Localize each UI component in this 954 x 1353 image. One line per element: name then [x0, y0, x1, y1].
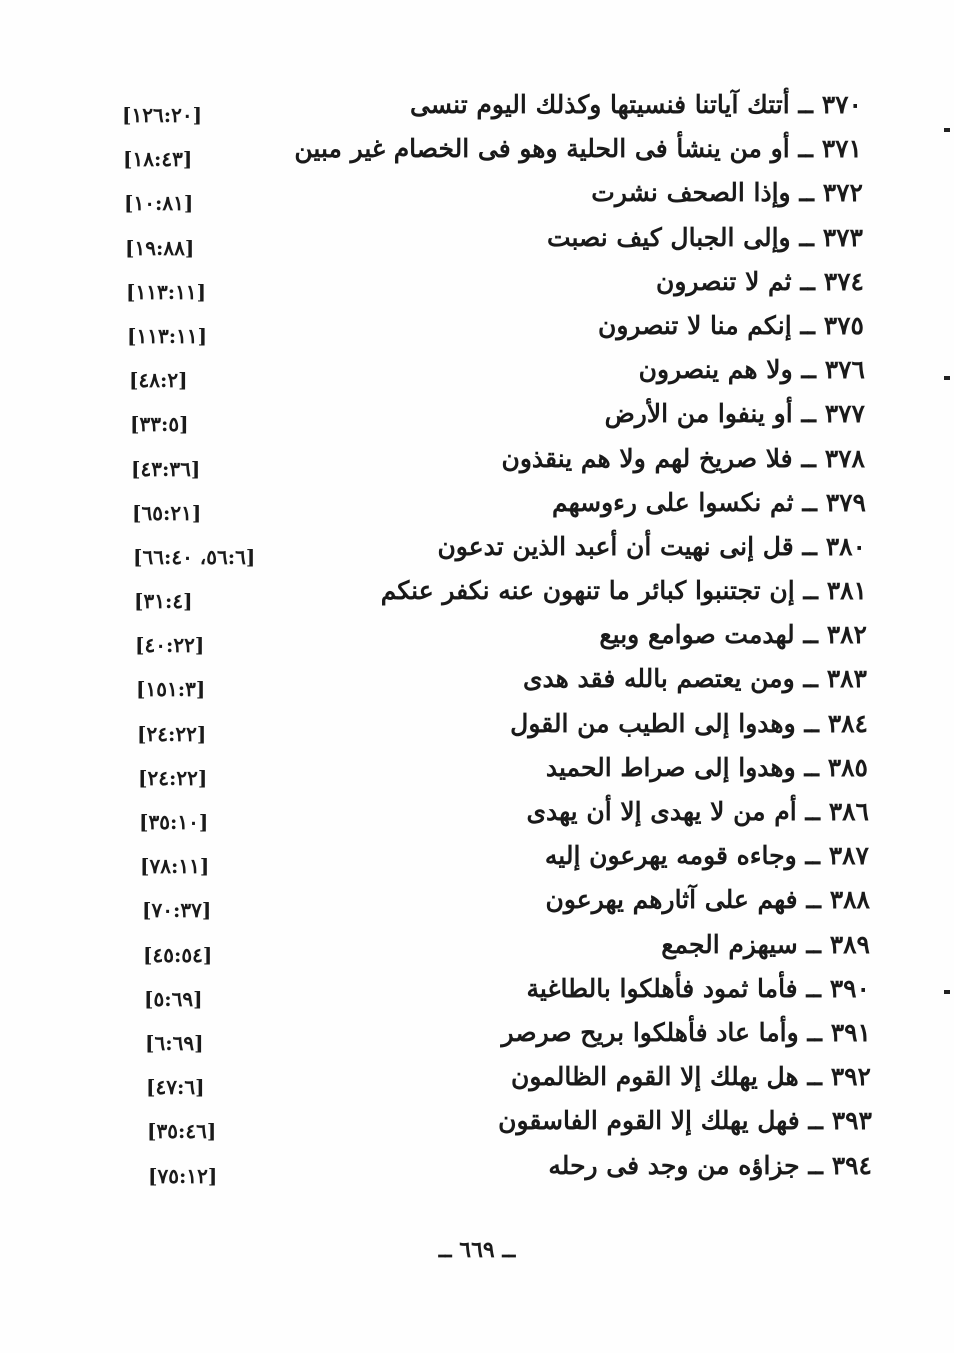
- entry-row: [0, 174, 954, 218]
- entry-row: [0, 837, 954, 881]
- entry-row: [0, 86, 954, 130]
- page-footer: [0, 1237, 954, 1263]
- entry-row: [0, 484, 954, 528]
- entry-row: [0, 1147, 954, 1191]
- entry-reference: [١٢٦:٢٠]: [122, 103, 203, 127]
- entry-row: [0, 881, 954, 925]
- entry-reference: [٤٣:٣٦]: [131, 456, 201, 481]
- entry-text: ٣٨١ ــ إن تجتنبوا كبائر ما تنهون عنه نكفر عنكم: [380, 576, 867, 606]
- entry-reference: [١٩:٨٨]: [125, 235, 195, 260]
- entry-row: [0, 263, 954, 307]
- entry-reference: [١٥١:٣]: [136, 677, 206, 702]
- entry-row: [0, 528, 954, 572]
- entry-reference: [٤٨:٢]: [129, 368, 188, 393]
- entry-row: [0, 616, 954, 660]
- entry-reference: [٤٠:٢٢]: [135, 633, 205, 658]
- entry-row: [0, 1058, 954, 1102]
- entry-row: [0, 793, 954, 837]
- entry-reference: [٣١:٤]: [134, 589, 193, 614]
- entry-row: [0, 440, 954, 484]
- entry-text: ٣٧٣ ــ وإلى الجبال كيف نصبت: [546, 222, 863, 252]
- entry-reference: [٣٥:١٠]: [139, 810, 209, 834]
- entry-reference: [١٨:٤٣]: [123, 147, 193, 172]
- entry-text: ٣٨٤ ــ وهدوا إلى الطيب من القول: [510, 708, 868, 738]
- entry-reference: [٦٥:٢١]: [132, 500, 202, 525]
- entry-reference: [٢٤:٢٢]: [137, 721, 207, 746]
- entry-text: ٣٧٢ ــ وإذا الصحف نشرت: [591, 178, 863, 208]
- entry-text: ٣٨٨ ــ فهم على آثارهم يهرعون: [545, 885, 870, 915]
- entry-text: ٣٧٧ ــ أو ينفوا من الأرض: [604, 399, 865, 429]
- entry-row: [0, 1014, 954, 1058]
- entry-text: ٣٩٤ ــ جزاؤه من وجد فى رحله: [548, 1150, 872, 1180]
- entry-reference: [١٠:٨١]: [124, 191, 194, 216]
- entry-text: ٣٨٠ ــ قل إنى نهيت أن أعبد الذين تدعون: [437, 531, 866, 561]
- entry-text: ٣٨٢ ــ لهدمت صوامع وبيع: [599, 620, 867, 650]
- entry-reference: [٥:٦٩]: [144, 986, 203, 1011]
- entry-reference: [٤٧:٦]: [146, 1075, 205, 1100]
- entry-reference: [٥٦:٦، ٦٦:٤٠]: [133, 544, 256, 569]
- entry-reference: [١١٣:١١]: [127, 323, 208, 348]
- entry-reference: [٧٥:١٢]: [148, 1163, 218, 1188]
- entry-text: ٣٧٠ ــ أتتك آياتنا فنسيتها وكذلك اليوم تنسى: [410, 90, 862, 119]
- entry-row: [0, 395, 954, 439]
- entry-text: ٣٨٩ ــ سيهزم الجمع: [661, 929, 870, 959]
- entry-reference: [٣٥:٤٦]: [147, 1119, 217, 1144]
- entry-text: ٣٨٥ ــ وهدوا إلى صراط الحميد: [545, 752, 868, 782]
- page-number: ــ ٦٦٩ ــ: [438, 1237, 516, 1263]
- entry-row: [0, 307, 954, 351]
- entry-text: ٣٨٧ ــ وجاءه قومه يهرعون إليه: [544, 841, 869, 871]
- entry-text: ٣٩١ ــ وأما عاد فأهلكوا بريح صرصر: [501, 1017, 871, 1047]
- entry-text: ٣٨٣ ــ ومن يعتصم بالله فقد هدى: [522, 664, 867, 694]
- entry-text: ٣٧١ ــ أو من ينشأ فى الحلية وهو فى الخصام غير مبين: [294, 134, 862, 164]
- entry-row: [0, 351, 954, 395]
- entry-reference: [٦:٦٩]: [145, 1030, 204, 1055]
- entry-text: ٣٧٥ ــ إنكم منا لا تنصرون: [597, 310, 864, 340]
- entry-row: [0, 705, 954, 749]
- entry-reference: [٧٨:١١]: [140, 854, 210, 879]
- entry-text: ٣٨٦ ــ أم من لا يهدى إلا أن يهدى: [526, 797, 869, 826]
- entry-row: [0, 749, 954, 793]
- entry-text: ٣٩٢ ــ هل يهلك إلا القوم الظالمون: [511, 1062, 871, 1092]
- entry-row: [0, 1102, 954, 1146]
- entry-row: [0, 660, 954, 704]
- entry-reference: [٤٥:٥٤]: [143, 942, 213, 967]
- entry-reference: [٢٤:٢٢]: [138, 765, 208, 790]
- entry-row: [0, 926, 954, 970]
- entry-text: ٣٩٠ ــ فأما ثمود فأهلكوا بالطاغية: [526, 973, 870, 1003]
- entry-reference: [٣٣:٥]: [130, 412, 189, 437]
- entry-text: ٣٧٦ ــ ولا هم ينصرون: [638, 355, 865, 385]
- entry-row: [0, 130, 954, 174]
- entry-list: [0, 86, 954, 1191]
- entry-row: [0, 219, 954, 263]
- entry-row: [0, 970, 954, 1014]
- entry-text: ٣٧٨ ــ فلا صريخ لهم ولا هم ينقذون: [501, 443, 865, 473]
- entry-reference: [٧٠:٣٧]: [142, 898, 212, 923]
- entry-reference: [١١٣:١١]: [126, 279, 207, 304]
- entry-text: ٣٧٩ ــ ثم نكسوا على رءوسهم: [551, 487, 866, 517]
- entry-row: [0, 572, 954, 616]
- entry-text: ٣٩٣ ــ فهل يهلك إلا القوم الفاسقون: [498, 1106, 872, 1136]
- entry-text: ٣٧٤ ــ ثم لا تنصرون: [655, 266, 864, 296]
